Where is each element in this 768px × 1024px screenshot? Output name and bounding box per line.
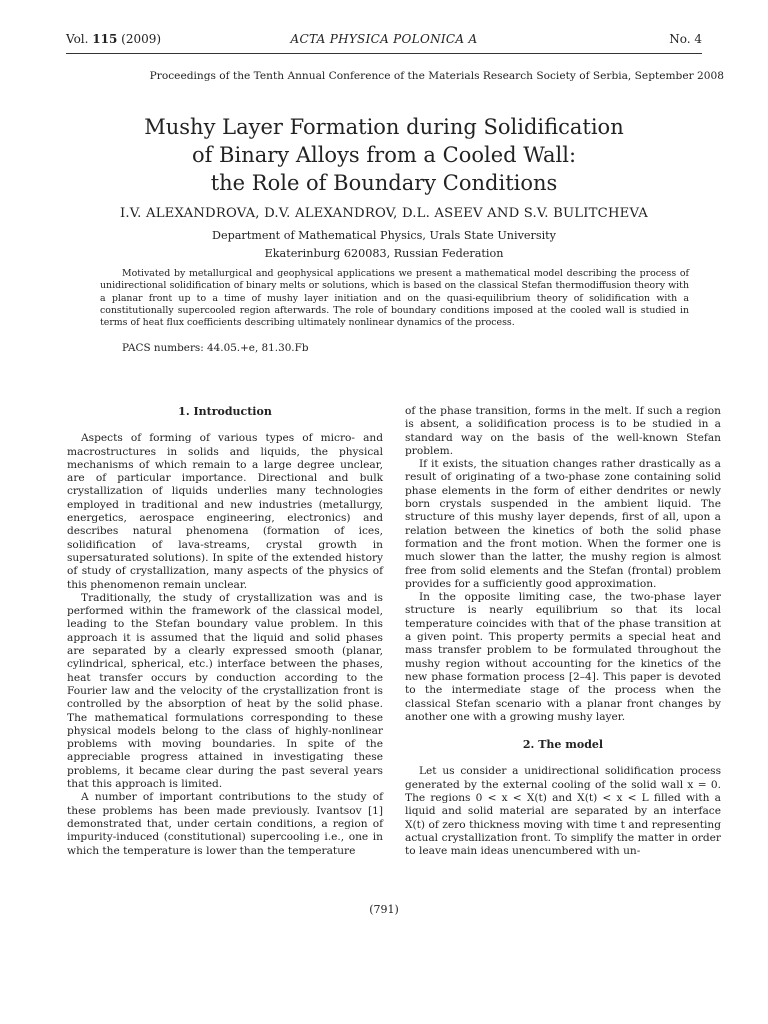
paper-title bbox=[66, 113, 702, 197]
paragraph: Traditionally, the study of crystallization was and is performed within the framework of the classical model, leading to the Stefan boundary value problem. In this approach it is assumed that the liquid and solid phases are separated by a clearly expressed smooth (planar, cylindrical, spherical, etc.) interface between the phases, heat transfer occurs by conduction according to the Fourier law and the velocity of the crystallization front is controlled by the absorption of heat by the solid phase. The mathematical formulations corresponding to these physical models belong to the class of highly-nonlinear problems with moving boundaries. In spite of the appreciable progress attained in investigating these problems, it became clear during the past several years that this approach is limited. bbox=[67, 591, 383, 791]
left-column bbox=[67, 405, 383, 858]
title-line-2: of Binary Alloys from a Cooled Wall: bbox=[191, 143, 577, 167]
page-number: (791) bbox=[369, 903, 399, 916]
paragraph: If it exists, the situation changes rather drastically as a result of originating of a two-phase zone containing solid phase elements in the form of either dendrites or newly born crystals suspended in the ambient liquid. The structure of this mushy layer depends, first of all, upon a relation between the kinetics of both the solid phase formation and the front motion. When the former one is much slower than the latter, the mushy region is almost free from solid elements and the Stefan (frontal) problem provides for a sufficiently good approximation. bbox=[405, 458, 721, 590]
authors bbox=[50, 206, 718, 221]
title-line-1: Mushy Layer Formation during Solidification bbox=[144, 115, 624, 139]
running-header bbox=[66, 32, 702, 50]
journal-name: ACTA PHYSICA POLONICA A bbox=[290, 32, 478, 46]
paragraph: A number of important contributions to the study of these problems has been made previously. Ivantsov [1] demonstrated that, under certain conditions, a region of impurity-induced (constitutional) supercooling i.e., one in which the temperature is lower than the temperature bbox=[67, 791, 383, 857]
affiliation-line-2: Ekaterinburg 620083, Russian Federation bbox=[264, 247, 504, 260]
section-heading-model: 2. The model bbox=[522, 738, 604, 752]
paragraph: Let us consider a unidirectional solidification process generated by the external cooling of the solid wall x = 0. The regions 0 < x < X(t) and X(t) < x < L filled with a liquid and solid material are separated by an interface X(t) of zero thickness moving with time t and representing actual crystallization front. To simplify the matter in order to leave main ideas unencumbered with un- bbox=[405, 765, 721, 858]
right-column bbox=[405, 405, 721, 859]
pacs-numbers: PACS numbers: 44.05.+e, 81.30.Fb bbox=[122, 342, 309, 354]
affiliation-line-1: Department of Mathematical Physics, Urals State University bbox=[211, 229, 556, 242]
proceedings-line: Proceedings of the Tenth Annual Conference of the Materials Research Society of Serbia, September 2008 bbox=[149, 70, 724, 82]
volume-prefix: Vol. bbox=[66, 32, 89, 46]
volume-number: 115 bbox=[92, 32, 118, 46]
issue-number: No. 4 bbox=[669, 32, 702, 46]
paragraph: In the opposite limiting case, the two-phase layer structure is nearly equilibrium so that its local temperature coincides with that of the phase transition at a given point. This property permits a special heat and mass transfer problem to be formulated throughout the mushy region without accounting for the kinetics of the new phase formation process [2–4]. This paper is devoted to the intermediate stage of the process when the classical Stefan scenario with a planar front changes by another one with a growing mushy layer. bbox=[405, 591, 721, 723]
title-line-3: the Role of Boundary Conditions bbox=[210, 171, 558, 195]
abstract: Motivated by metallurgical and geophysical applications we present a mathematical model describing the process of unidirectional solidification of binary melts or solutions, which is based on the classical Stefan thermodiffusion theory with a planar front up to a time of mushy layer initiation and on the quasi-equilibrium theory of solidification with a constitutionally supercooled region afterwards. The role of boundary conditions imposed at the cooled wall is studied in terms of heat flux coefficients describing ultimately nonlinear dynamics of the process. bbox=[100, 268, 689, 329]
section-heading-introduction: 1. Introduction bbox=[178, 405, 272, 418]
volume-year: (2009) bbox=[121, 32, 162, 46]
header-rule bbox=[66, 53, 702, 54]
authors-text: I.V. ALEXANDROVA, D.V. ALEXANDROV, D.L. ASEEV AND S.V. BULITCHEVA bbox=[119, 206, 649, 221]
paragraph: Aspects of forming of various types of micro- and macrostructures in solids and liquids, the physical mechanisms of which remain to a large degree unclear, are of particular importance. Directional and bulk crystallization of liquids underlies many technologies employed in traditional and new industries (metallurgy, energetics, aerospace engineering, electronics) and describes natural phenomena (formation of ices, solidification of lava-streams, crystal growth in supersaturated solutions). In spite of the extended history of study of crystallization, many aspects of the physics of this phenomenon remain unclear. bbox=[67, 432, 383, 591]
paragraph: of the phase transition, forms in the melt. If such a region is absent, a solidification process is to be studied in a standard way on the basis of the well-known Stefan problem. bbox=[405, 405, 721, 457]
